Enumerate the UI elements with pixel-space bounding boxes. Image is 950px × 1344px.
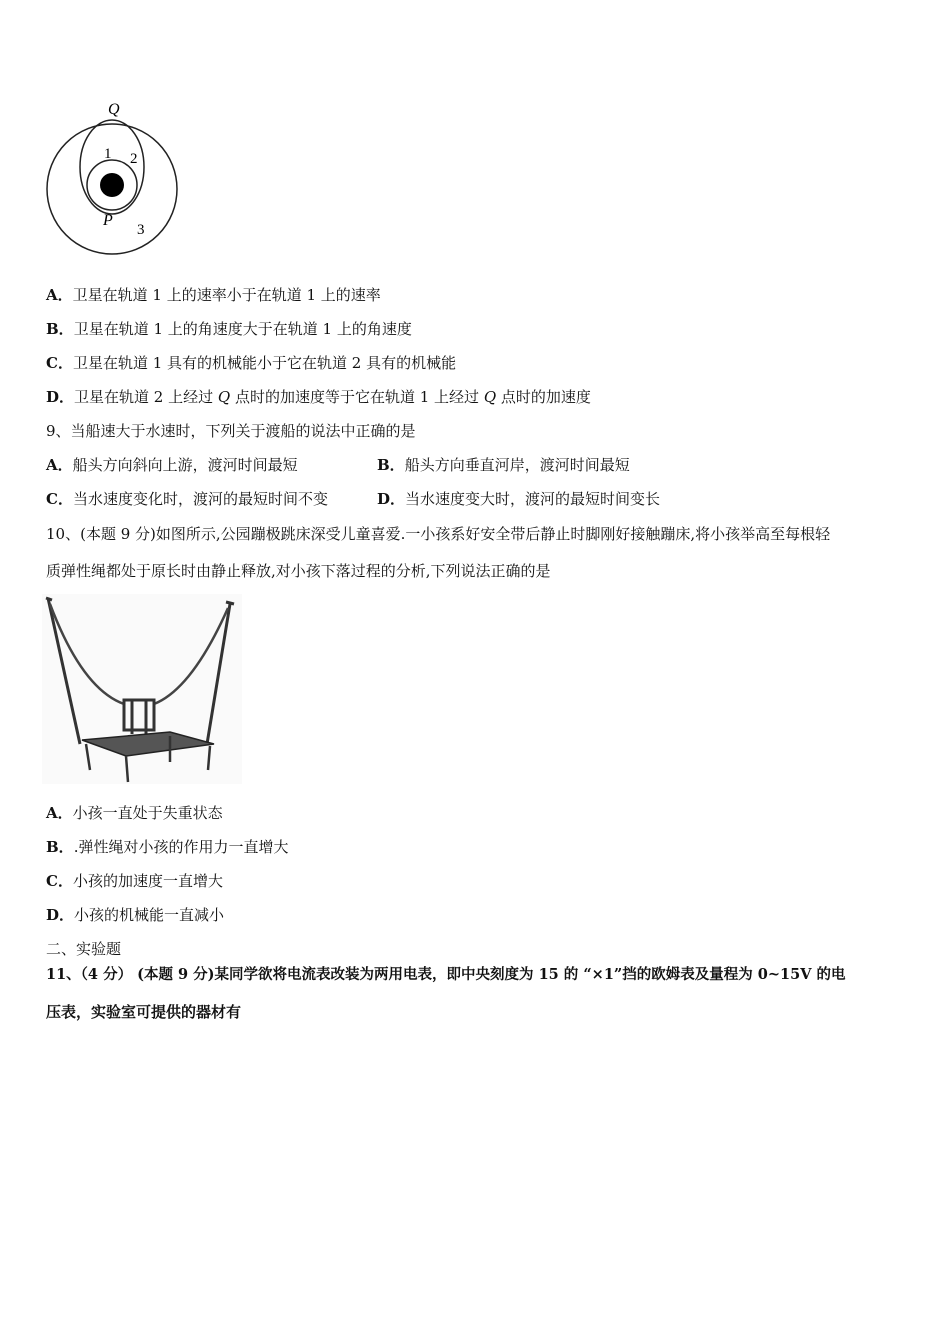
label-q: Q: [108, 101, 120, 118]
q10-stem-line2: 质弹性绳都处于原长时由静止释放,对小孩下落过程的分析,下列说法正确的是: [46, 562, 551, 580]
label-p: P: [103, 212, 113, 229]
orbit-2-ellipse: [80, 120, 144, 214]
q10-option-d: D．小孩的机械能一直减小: [46, 906, 225, 924]
q9-option-a: A．船头方向斜向上游，渡河时间最短: [46, 456, 298, 474]
q9-stem: 9、当船速大于水速时，下列关于渡船的说法中正确的是: [46, 422, 416, 440]
q9-option-b: B．船头方向垂直河岸，渡河时间最短: [377, 456, 630, 474]
planet-body: [100, 173, 124, 197]
q8-option-a: A．卫星在轨道 1 上的速率小于在轨道 1 上的速率: [46, 286, 381, 304]
q10-option-c: C．小孩的加速度一直增大: [46, 872, 223, 890]
orbit-diagram: [40, 95, 190, 255]
q8-option-d: D．卫星在轨道 2 上经过 Q 点时的加速度等于它在轨道 1 上经过 Q 点时的加速度: [46, 388, 591, 406]
q8-option-c: C．卫星在轨道 1 具有的机械能小于它在轨道 2 具有的机械能: [46, 354, 457, 372]
q10-option-b: B．.弹性绳对小孩的作用力一直增大: [46, 838, 289, 856]
trampoline-illustration: [42, 594, 242, 784]
q11-line2: 压表，实验室可提供的器材有: [46, 1003, 242, 1021]
q10-option-a: A．小孩一直处于失重状态: [46, 804, 223, 822]
q9-option-c: C．当水速度变化时，渡河的最短时间不变: [46, 490, 328, 508]
label-1: 1: [104, 146, 112, 162]
label-2: 2: [130, 151, 138, 167]
section-title: 二、实验题: [46, 940, 122, 958]
q8-option-b: B．卫星在轨道 1 上的角速度大于在轨道 1 上的角速度: [46, 320, 412, 338]
q9-option-d: D．当水速度变大时，渡河的最短时间变长: [377, 490, 661, 508]
label-3: 3: [137, 222, 145, 238]
q10-stem-line1: 10、(本题 9 分)如图所示,公园蹦极跳床深受儿童喜爱.一小孩系好安全带后静止时脚刚好接触蹦床,将小孩举高至每根轻: [46, 525, 831, 543]
q11-line1: 11、（4 分） (本题 9 分)某同学欲将电流表改装为两用电表，即中央刻度为 15 的 “×1”挡的欧姆表及量程为 0~15V 的电: [46, 966, 846, 983]
